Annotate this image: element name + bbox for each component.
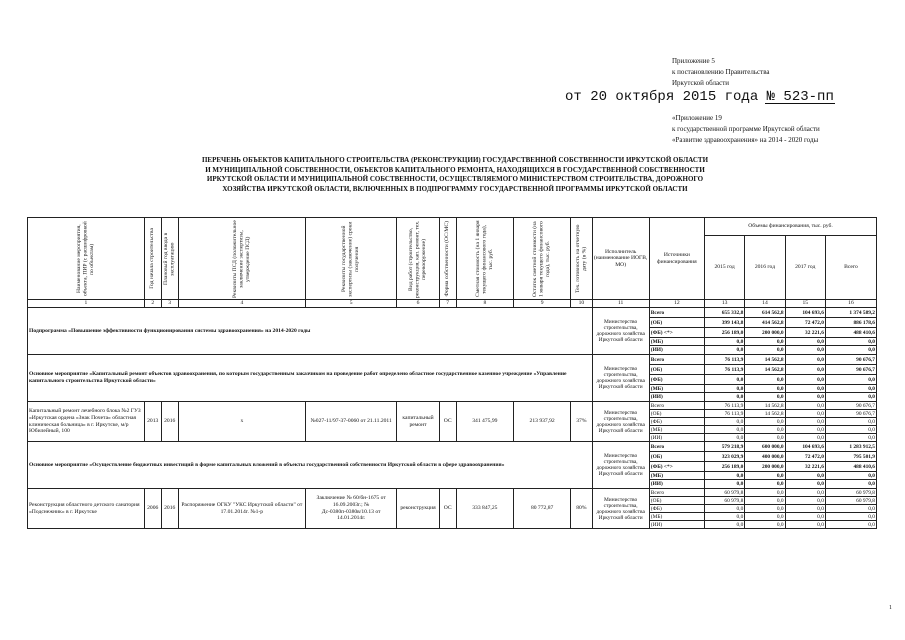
value-2016: 400 000,0: [745, 452, 785, 462]
value-2016: 0,0: [745, 338, 785, 346]
value-2015: 0,0: [704, 375, 744, 385]
work-type: капитальный ремонт: [397, 402, 439, 442]
expertise-details: №027-11/97-37-0060 от 21.11.2011: [306, 402, 397, 442]
table-row: [28, 402, 877, 410]
value-2016: 614 562,8: [745, 308, 785, 318]
value-2016: 200 000,0: [745, 462, 785, 472]
col-header: Тех. готовность на отчетную дату (в %): [571, 218, 592, 300]
value-total: 0,0: [825, 393, 876, 402]
funding-source: (ОБ): [649, 318, 704, 328]
col-number: 7: [439, 300, 456, 308]
title-line: ИРКУТСКОЙ ОБЛАСТИ И МУНИЦИПАЛЬНОЙ СОБСТВЕННОСТИ, ОСУЩЕСТВЛЯЕМОГО МИНИСТЕРСТВОМ СТРОИТЕЛЬСТВА, ДОРОЖНОГО: [206, 175, 704, 183]
value-total: 0,0: [825, 480, 876, 489]
funding-source: (МБ): [649, 513, 704, 521]
value-2016: 600 000,0: [745, 442, 785, 452]
col-header: Форма собственности (ОС/МС): [439, 218, 456, 300]
executor: Министерство строительства, дорожного хозяйства Иркутской области: [592, 489, 649, 529]
expertise-details: Заключение № 60/бн-1675 от 16.09.2003г.; № Дс-0380п-0380в/10.13 от 14.01.2014г.: [306, 489, 397, 529]
value-2017: 0,0: [785, 393, 825, 402]
value-total: 795 501,9: [825, 452, 876, 462]
funding-source: (ФБ): [649, 375, 704, 385]
value-2017: 0,0: [785, 338, 825, 346]
funding-source: (ФБ) <*>: [649, 462, 704, 472]
value-2015: 0,0: [704, 472, 744, 480]
value-2017: 0,0: [785, 480, 825, 489]
col-number: 16: [825, 300, 876, 308]
remaining-cost: 213 937,92: [513, 402, 570, 442]
value-2015: 0,0: [704, 480, 744, 489]
value-2016: 0,0: [745, 472, 785, 480]
value-2016: 414 562,8: [745, 318, 785, 328]
objects-table: [27, 217, 877, 529]
executor: Министерство строительства, дорожного хозяйства Иркутской области: [592, 442, 649, 489]
value-total: 90 676,7: [825, 365, 876, 375]
value-2016: 0,0: [745, 513, 785, 521]
value-2016: 0,0: [745, 480, 785, 489]
psd-details: Распоряжение ОГКУ "УКС Иркутской области" от 17.01.2014г. №1-р: [178, 489, 305, 529]
region-label: Иркутской области: [672, 79, 730, 87]
value-2015: 0,0: [704, 521, 744, 529]
funding-source: (ИИ): [649, 393, 704, 402]
value-2017: 0,0: [785, 513, 825, 521]
value-total: 0,0: [825, 346, 876, 355]
value-2017: 72 472,0: [785, 318, 825, 328]
funding-source: (ОБ): [649, 410, 704, 418]
funding-source: (ОБ): [649, 365, 704, 375]
section-title: Основное мероприятие «Осуществление бюджетных инвестиций в форме капитальных вложений в объекты государственной собственности Иркутской области в сфере здравоохранения»: [28, 442, 593, 489]
col-number: 1: [28, 300, 145, 308]
value-total: 0,0: [825, 338, 876, 346]
readiness: 37%: [571, 402, 592, 442]
col-header: Реквизиты ПСД (положительное заключение экспертизы, утверждение ПСД): [178, 218, 305, 300]
funding-source: (ИИ): [649, 521, 704, 529]
ownership: ОС: [439, 402, 456, 442]
value-2015: 76 113,9: [704, 355, 744, 365]
col-number: 2: [144, 300, 161, 308]
value-2015: 655 332,8: [704, 308, 744, 318]
decree-underline: [765, 103, 835, 104]
value-2016: 14 562,8: [745, 402, 785, 410]
col-number: 10: [571, 300, 592, 308]
funding-source: Всего: [649, 355, 704, 365]
appendix19-label: «Приложение 19: [672, 114, 722, 122]
section-title: Основное мероприятие «Капитальный ремонт объектов здравоохранения, по которым государственным заказчиком на проведение работ определено областное государственное казенное учреждение «Управление капитального строительства Иркутской области»: [28, 355, 593, 402]
object-name: Реконструкция областного детского санатория «Подснежник» в г. Иркутске: [28, 489, 145, 529]
value-2017: 0,0: [785, 355, 825, 365]
funding-source: Всего: [649, 489, 704, 497]
col-header: Реквизиты государственной экспертизы (заключение) сроки получения: [306, 218, 397, 300]
decree-reference: к постановлению Правительства: [672, 68, 770, 76]
value-2016: 14 562,8: [745, 365, 785, 375]
value-2017: 0,0: [785, 365, 825, 375]
value-2015: 0,0: [704, 513, 744, 521]
value-2016: 0,0: [745, 346, 785, 355]
value-total: 1 374 589,2: [825, 308, 876, 318]
value-2017: 0,0: [785, 426, 825, 434]
col-header-2017: 2017 год: [785, 236, 825, 300]
value-total: 60 979,8: [825, 489, 876, 497]
col-number: 14: [745, 300, 785, 308]
value-2016: 0,0: [745, 497, 785, 505]
value-2016: 14 562,8: [745, 355, 785, 365]
value-2015: 0,0: [704, 338, 744, 346]
value-2017: 0,0: [785, 489, 825, 497]
remaining-cost: 80 772,87: [513, 489, 570, 529]
start-year: 2013: [144, 402, 161, 442]
col-header-2016: 2016 год: [745, 236, 785, 300]
value-2015: 579 218,9: [704, 442, 744, 452]
value-total: 0,0: [825, 521, 876, 529]
value-total: 0,0: [825, 434, 876, 442]
object-name: Капитальный ремонт лечебного блока №2 ГУЗ «Иркутская ордена «Знак Почета» областная клиническая больница» в г. Иркутске, м/р Юбилейный, 100: [28, 402, 145, 442]
readiness: 80%: [571, 489, 592, 529]
col-number: 8: [456, 300, 513, 308]
col-header-2015: 2015 год: [704, 236, 744, 300]
value-2016: 200 000,0: [745, 328, 785, 338]
value-2016: 0,0: [745, 434, 785, 442]
funding-source: (ИИ): [649, 346, 704, 355]
value-total: 0,0: [825, 513, 876, 521]
value-2015: 0,0: [704, 434, 744, 442]
title-line: ХОЗЯЙСТВА ИРКУТСКОЙ ОБЛАСТИ, ВКЛЮЧЕННЫХ В ПОДПРОГРАММУ ГОСУДАРСТВЕННОЙ ПРОГРАММЫ ИРКУТСКОЙ ОБЛАСТИ: [222, 184, 688, 193]
value-2017: 0,0: [785, 418, 825, 426]
value-total: 90 676,7: [825, 402, 876, 410]
col-header: Исполнитель (наименование ИОГВ, МО): [592, 218, 649, 300]
program-name: «Развитие здравоохранения» на 2014 - 2020 годы: [672, 136, 819, 144]
value-2017: 0,0: [785, 497, 825, 505]
value-2015: 0,0: [704, 385, 744, 393]
table-row: [28, 308, 877, 318]
value-total: 886 178,6: [825, 318, 876, 328]
executor: Министерство строительства, дорожного хозяйства Иркутской области: [592, 308, 649, 355]
value-2017: 0,0: [785, 402, 825, 410]
value-2015: 76 113,9: [704, 410, 744, 418]
program-label: к государственной программе Иркутской области: [672, 125, 820, 133]
funding-source: (МБ): [649, 426, 704, 434]
estimate-cost: 333 847,25: [456, 489, 513, 529]
value-2015: 0,0: [704, 505, 744, 513]
value-2017: 0,0: [785, 375, 825, 385]
col-header: Год начала строительства: [144, 218, 161, 300]
value-2017: 0,0: [785, 434, 825, 442]
col-number: 6: [397, 300, 439, 308]
col-number: 3: [161, 300, 178, 308]
col-number: 13: [704, 300, 744, 308]
value-2016: 0,0: [745, 505, 785, 513]
end-year: 2016: [161, 489, 178, 529]
col-header: Плановый год ввода в эксплуатацию: [161, 218, 178, 300]
ownership: ОС: [439, 489, 456, 529]
page-number: 1: [889, 605, 892, 611]
value-2015: 323 029,9: [704, 452, 744, 462]
col-header-total: Всего: [825, 236, 876, 300]
value-total: 488 410,6: [825, 328, 876, 338]
funding-source: (МБ): [649, 472, 704, 480]
funding-source: Всего: [649, 402, 704, 410]
value-total: 90 676,7: [825, 355, 876, 365]
executor: Министерство строительства, дорожного хозяйства Иркутской области: [592, 402, 649, 442]
work-type: реконструкция: [397, 489, 439, 529]
funding-source: Всего: [649, 308, 704, 318]
title-line: ПЕРЕЧЕНЬ ОБЪЕКТОВ КАПИТАЛЬНОГО СТРОИТЕЛЬСТВА (РЕКОНСТРУКЦИИ) ГОСУДАРСТВЕННОЙ СОБСТВЕННОСТИ ИРКУТСКОЙ ОБЛАСТИ: [201, 156, 709, 164]
estimate-cost: 341 475,99: [456, 402, 513, 442]
col-number: 5: [306, 300, 397, 308]
value-2016: 0,0: [745, 521, 785, 529]
col-number: 15: [785, 300, 825, 308]
col-header: Остаток сметной стоимости (на 1 января текущего финансового года), тыс. руб.: [513, 218, 570, 300]
value-2015: 399 143,8: [704, 318, 744, 328]
col-number: 12: [649, 300, 704, 308]
value-2017: 104 693,6: [785, 442, 825, 452]
executor: Министерство строительства, дорожного хозяйства Иркутской области: [592, 355, 649, 402]
decree-line: от 20 октября 2015 года № 523-пп: [565, 89, 834, 105]
value-total: 488 410,6: [825, 462, 876, 472]
table-row: [28, 442, 877, 452]
value-2017: 32 221,6: [785, 328, 825, 338]
value-2017: 104 693,6: [785, 308, 825, 318]
col-number: 11: [592, 300, 649, 308]
funding-source: Всего: [649, 442, 704, 452]
value-2015: 256 189,0: [704, 328, 744, 338]
value-2016: 0,0: [745, 375, 785, 385]
value-total: 0,0: [825, 472, 876, 480]
value-total: 0,0: [825, 385, 876, 393]
value-2015: 256 189,0: [704, 462, 744, 472]
funding-source: (ОБ): [649, 497, 704, 505]
value-2017: 0,0: [785, 521, 825, 529]
value-total: 60 979,8: [825, 497, 876, 505]
value-2015: 60 979,8: [704, 497, 744, 505]
value-total: 90 676,7: [825, 410, 876, 418]
funding-source: (ФБ): [649, 418, 704, 426]
value-2016: 0,0: [745, 418, 785, 426]
value-total: 0,0: [825, 375, 876, 385]
value-2017: 32 221,6: [785, 462, 825, 472]
value-2015: 76 113,9: [704, 402, 744, 410]
value-2015: 0,0: [704, 418, 744, 426]
funding-source: (ОБ): [649, 452, 704, 462]
value-2016: 0,0: [745, 489, 785, 497]
value-2016: 14 562,8: [745, 410, 785, 418]
value-2016: 0,0: [745, 385, 785, 393]
value-2015: 0,0: [704, 393, 744, 402]
table-row: [28, 489, 877, 497]
col-number: 9: [513, 300, 570, 308]
section-title: Подпрограмма «Повышение эффективности функционирования системы здравоохранения» на 2014-2020 годы: [28, 308, 593, 355]
funding-source: (МБ): [649, 385, 704, 393]
value-2017: 0,0: [785, 346, 825, 355]
value-2017: 0,0: [785, 505, 825, 513]
value-2017: 0,0: [785, 472, 825, 480]
col-header: Сметная стоимость (на 1 января текущего финансового года), тыс. руб.: [456, 218, 513, 300]
funding-source: (МБ): [649, 338, 704, 346]
end-year: 2016: [161, 402, 178, 442]
col-header: Наименование мероприятия, объекта, ПИР (с расшифровкой по объектам): [28, 218, 145, 300]
appendix-label: Приложение 5: [672, 57, 715, 65]
value-2015: 60 979,8: [704, 489, 744, 497]
funding-source: (ФБ): [649, 505, 704, 513]
funding-source: (ИИ): [649, 434, 704, 442]
funding-header: Объемы финансирования, тыс. руб.: [704, 218, 876, 236]
value-total: 0,0: [825, 418, 876, 426]
document-title: [150, 156, 760, 194]
psd-details: х: [178, 402, 305, 442]
value-total: 0,0: [825, 505, 876, 513]
value-total: 1 283 912,5: [825, 442, 876, 452]
col-number: 4: [178, 300, 305, 308]
col-header: Вид работ (строительство, реконструкция, кап. ремонт, тех. перевооружение): [397, 218, 439, 300]
value-2017: 72 472,0: [785, 452, 825, 462]
value-2017: 0,0: [785, 385, 825, 393]
value-2016: 0,0: [745, 426, 785, 434]
value-2017: 0,0: [785, 410, 825, 418]
value-2015: 0,0: [704, 426, 744, 434]
funding-source: (ИИ): [649, 480, 704, 489]
value-2015: 76 113,9: [704, 365, 744, 375]
funding-source: (ФБ) <*>: [649, 328, 704, 338]
table-row: [28, 355, 877, 365]
value-2015: 0,0: [704, 346, 744, 355]
start-year: 2006: [144, 489, 161, 529]
value-2016: 0,0: [745, 393, 785, 402]
value-total: 0,0: [825, 426, 876, 434]
title-line: И МУНИЦИПАЛЬНОЙ СОБСТВЕННОСТИ, ОБЪЕКТОВ КАПИТАЛЬНОГО РЕМОНТА, НАХОДЯЩИХСЯ В ГОСУДАРСТВЕННОЙ СОБСТВЕННОСТИ: [205, 165, 705, 174]
col-header: Источники финансирования: [649, 218, 704, 300]
